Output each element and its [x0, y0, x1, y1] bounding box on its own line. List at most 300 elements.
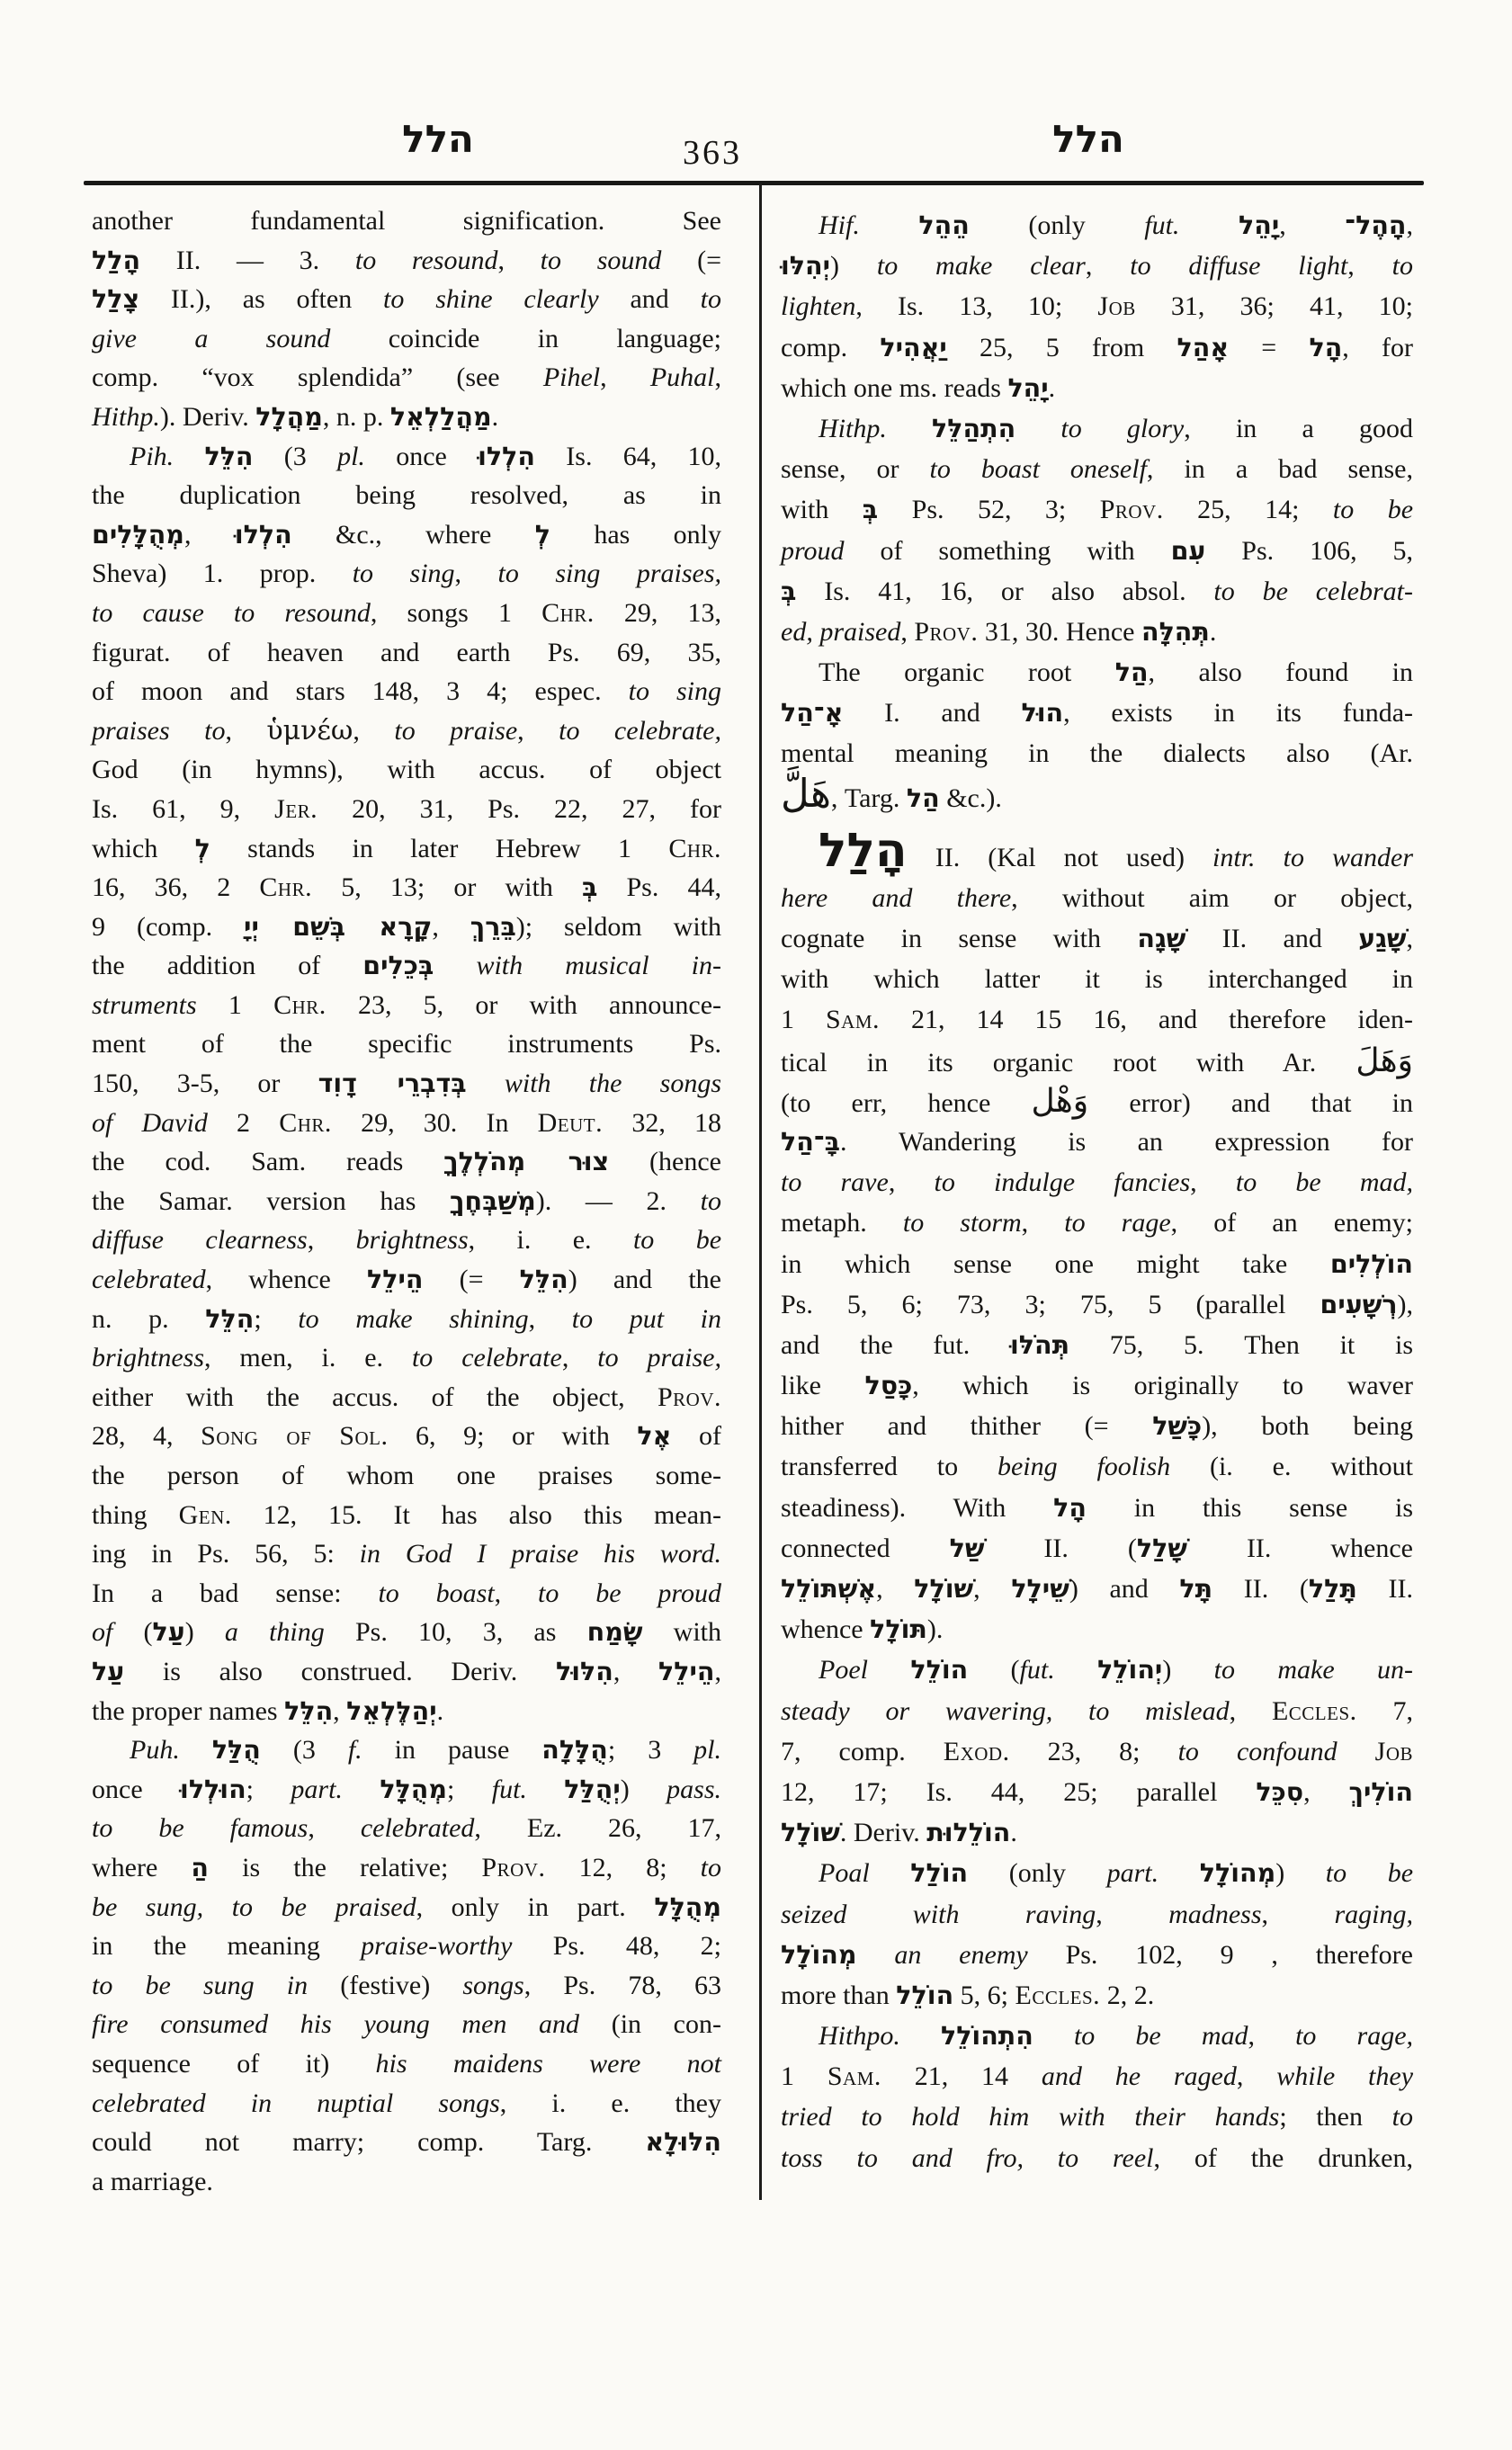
- italic-text: Puh.: [130, 1735, 180, 1766]
- text-run: figurat. of heaven and earth Ps. 69, 35,: [92, 637, 721, 667]
- italic-text: toss to and fro, to reel: [781, 2142, 1154, 2173]
- text-run: II. whence: [1186, 1533, 1413, 1563]
- text-run: 1: [781, 2061, 828, 2092]
- text-run: and the fut.: [781, 1329, 1010, 1360]
- text-line: [781, 1081, 1413, 1122]
- smallcaps-book-ref: Eccles.: [1271, 1695, 1357, 1726]
- italic-text: to sing praises,: [497, 559, 721, 589]
- italic-text: to indulge fancies: [934, 1167, 1191, 1198]
- hebrew-text: הִלֵּל: [205, 1303, 255, 1334]
- text-run: whence: [781, 1614, 871, 1645]
- text-run: ,: [1236, 2061, 1277, 2092]
- italic-text: in God I praise his word.: [359, 1539, 721, 1569]
- text-run: ,: [1406, 210, 1414, 240]
- text-run: once: [92, 1774, 181, 1804]
- text-run: &c.).: [939, 782, 1002, 813]
- hebrew-text: מַהֲלַלְאֵל: [389, 401, 492, 432]
- text-run: [1179, 210, 1239, 240]
- italic-text: to make shining: [298, 1303, 529, 1334]
- text-line: [92, 711, 721, 751]
- hebrew-text: הֵילֵל: [367, 1265, 424, 1295]
- text-run: [180, 1735, 212, 1765]
- italic-text: to rave: [781, 1167, 889, 1198]
- text-run: 16, 36, 2: [92, 872, 260, 903]
- italic-text: f.: [347, 1735, 362, 1766]
- text-line: [92, 2162, 721, 2202]
- text-line: [781, 1122, 1413, 1162]
- text-run: (hence: [609, 1147, 721, 1177]
- italic-text: praises to: [92, 715, 226, 746]
- italic-text: diffuse clearness: [92, 1225, 308, 1256]
- text-run: ,: [900, 616, 915, 647]
- text-run: ): [830, 251, 877, 282]
- text-line: [781, 571, 1413, 612]
- text-line: [92, 1338, 721, 1378]
- text-run: (in con-: [579, 2009, 721, 2040]
- italic-text: songs: [462, 1970, 524, 2000]
- text-run: . Wandering is an expression for: [840, 1126, 1413, 1157]
- italic-text: to celebrate: [411, 1343, 562, 1373]
- italic-text: to be sung in: [92, 1970, 309, 2000]
- smallcaps-book-ref: Job: [1097, 291, 1136, 322]
- text-line: [92, 1378, 721, 1417]
- text-run: (=: [423, 1265, 520, 1295]
- text-run: the person of whom one praises some-: [92, 1461, 721, 1490]
- text-run: ). Deriv.: [159, 401, 256, 432]
- text-line: [92, 908, 721, 947]
- hebrew-text: הֵהֵל: [918, 210, 970, 240]
- hebrew-headword: הָלַל: [819, 823, 908, 878]
- text-line: [92, 1770, 721, 1810]
- text-line: [781, 999, 1413, 1040]
- italic-text: Hithp.: [819, 413, 887, 443]
- text-run: ing in Ps. 56, 5:: [92, 1539, 360, 1569]
- text-run: ,: [308, 1813, 361, 1844]
- text-line: [781, 1041, 1413, 1081]
- hebrew-text: אֶל: [637, 1421, 672, 1452]
- text-line: [92, 1104, 721, 1143]
- smallcaps-book-ref: Chr.: [279, 1107, 332, 1138]
- text-line: [92, 1927, 721, 1966]
- text-run: II. (Kal not used): [907, 842, 1213, 872]
- text-line: [92, 672, 721, 711]
- text-run: [467, 1069, 505, 1098]
- arabic-text: وَهْل: [1031, 1082, 1089, 1120]
- italic-text: to praise: [394, 715, 518, 746]
- text-line: [781, 2016, 1413, 2056]
- text-run: Ps. 44,: [597, 872, 721, 903]
- smallcaps-book-ref: Song of Sol.: [201, 1421, 389, 1452]
- text-run: in the meaning: [92, 1931, 362, 1962]
- text-run: [860, 210, 919, 240]
- text-run: ). — 2.: [535, 1185, 701, 1216]
- text-line: [92, 398, 721, 437]
- text-line: [781, 2056, 1413, 2097]
- text-run: 28, 4,: [92, 1421, 201, 1452]
- italic-text: with the songs: [504, 1069, 721, 1099]
- text-line: [92, 946, 721, 986]
- text-run: ,: [1248, 2021, 1296, 2052]
- text-run: once: [364, 441, 479, 471]
- text-run: II.: [1356, 1574, 1414, 1604]
- text-run: 32, 18: [603, 1107, 722, 1138]
- text-run: Ps. 48, 2;: [512, 1931, 721, 1962]
- text-run: , n. p.: [322, 401, 390, 432]
- hebrew-text: עַל: [152, 1617, 185, 1648]
- text-line: [92, 1300, 721, 1339]
- italic-text: to be mad: [1073, 2021, 1248, 2052]
- text-run: , whence: [205, 1265, 367, 1295]
- text-line: [781, 1162, 1413, 1203]
- hebrew-text: תְּהֹלּוּ: [1009, 1329, 1070, 1360]
- italic-text: to be celebrat-: [1213, 576, 1413, 606]
- text-line: [92, 1182, 721, 1221]
- text-line: [781, 449, 1413, 489]
- text-line: [781, 918, 1413, 959]
- text-run: 29, 13,: [594, 597, 721, 628]
- text-line: [92, 476, 721, 515]
- text-line: [92, 829, 721, 869]
- text-run: , also found in: [1148, 657, 1413, 688]
- italic-text: to be famous: [92, 1813, 309, 1844]
- page-number: 363: [683, 134, 742, 172]
- text-line: [781, 1284, 1413, 1325]
- text-line: [92, 1613, 721, 1652]
- text-line: [92, 1534, 721, 1574]
- text-line: [781, 1935, 1413, 1975]
- hebrew-text: הִלֵּל: [519, 1265, 568, 1295]
- hebrew-text: יְהִלּוּ: [781, 251, 830, 282]
- italic-text: of David: [92, 1107, 208, 1138]
- text-run: either with the accus. of the object,: [92, 1381, 658, 1412]
- italic-text: a thing: [224, 1617, 325, 1648]
- italic-text: to: [700, 284, 721, 315]
- italic-text: Poel: [819, 1655, 868, 1685]
- italic-text: to resound: [354, 245, 498, 275]
- smallcaps-book-ref: Sam.: [825, 1005, 880, 1035]
- text-line: [781, 368, 1413, 408]
- hebrew-text: מְשַׁבְּחֶךָ: [450, 1185, 536, 1216]
- text-run: ,: [1190, 1167, 1236, 1198]
- left-column: [92, 201, 721, 2201]
- italic-text: of: [92, 1617, 113, 1648]
- smallcaps-book-ref: Chr.: [668, 833, 721, 863]
- hebrew-text: יְהוֹלֵל: [1097, 1655, 1163, 1685]
- text-run: steadiness). With: [781, 1492, 1054, 1523]
- text-line: [92, 1142, 721, 1182]
- text-run: another fundamental signification. See: [92, 206, 721, 236]
- italic-text: part.: [1106, 1858, 1159, 1889]
- text-run: , in a bad sense,: [1146, 454, 1413, 485]
- hebrew-text: מְהוֹלָל: [781, 1939, 857, 1970]
- text-run: is the relative;: [209, 1852, 482, 1882]
- text-line: [92, 986, 721, 1025]
- text-run: [1033, 2021, 1074, 2051]
- italic-text: give a sound: [92, 323, 331, 353]
- italic-text: raging,: [1334, 1899, 1413, 1929]
- text-run: , Ez. 26, 17,: [474, 1813, 722, 1844]
- italic-text: ed, praised: [781, 616, 901, 647]
- text-run: , men, i. e.: [204, 1343, 412, 1373]
- text-line: [92, 1456, 721, 1496]
- column-divider: [759, 183, 762, 2200]
- italic-text: celebrated: [92, 1265, 206, 1295]
- text-run: 23, 5, or with announce-: [326, 989, 721, 1020]
- smallcaps-book-ref: Eccles.: [1015, 1980, 1101, 2010]
- text-run: ,: [432, 911, 470, 942]
- text-run: 25, 5 from: [946, 332, 1177, 362]
- italic-text: here and there: [781, 882, 1012, 913]
- text-run: .: [436, 1695, 444, 1726]
- text-run: has only: [550, 519, 722, 550]
- hebrew-text: תָּלַל: [1308, 1574, 1357, 1604]
- hebrew-text: יְהַלֶּלְאֵל: [346, 1695, 437, 1726]
- hebrew-text: הַ: [191, 1852, 209, 1882]
- text-run: ,: [714, 362, 722, 393]
- text-run: , Is. 13, 10;: [855, 291, 1098, 322]
- italic-text: fut.: [491, 1774, 527, 1804]
- text-run: ),: [1397, 1289, 1413, 1319]
- text-line: [92, 1024, 721, 1064]
- italic-text: to boast: [378, 1578, 495, 1608]
- text-run: ,: [353, 715, 395, 746]
- text-run: 12, 15. It has also this mean-: [231, 1499, 721, 1530]
- smallcaps-book-ref: Chr.: [259, 872, 313, 903]
- text-run: sequence of it): [92, 2048, 376, 2079]
- italic-text: to sound: [540, 245, 662, 275]
- text-run: 25, 14;: [1163, 495, 1333, 525]
- italic-text: to praise,: [597, 1343, 721, 1373]
- text-run: [1015, 414, 1060, 443]
- text-run: coincide in language;: [330, 323, 721, 353]
- smallcaps-book-ref: Prov.: [481, 1852, 546, 1882]
- text-run: ,: [528, 1303, 572, 1334]
- text-run: ,: [561, 1343, 598, 1373]
- italic-text: fut.: [1019, 1655, 1055, 1685]
- text-run: (=: [661, 245, 722, 275]
- hebrew-text: כָּסַל: [864, 1371, 913, 1401]
- hebrew-text: אֶשְׁתּוֹלֵל: [781, 1574, 877, 1604]
- hebrew-text: כָּשַׁל: [1152, 1411, 1203, 1442]
- text-run: Is. 41, 16, or also absol.: [796, 576, 1214, 606]
- italic-text: to make un-: [1213, 1655, 1413, 1685]
- italic-text: to cause to resound: [92, 597, 371, 628]
- text-run: ; then: [1279, 2102, 1392, 2133]
- text-line: [781, 652, 1413, 693]
- text-line: [781, 205, 1413, 246]
- text-line: [781, 1488, 1413, 1528]
- hebrew-text: עַל: [92, 1656, 125, 1686]
- text-run: [174, 442, 204, 471]
- italic-text: pl.: [693, 1735, 722, 1766]
- hebrew-text: מְהֻלָּל: [654, 1891, 722, 1922]
- text-run: 21, 14: [881, 2061, 1042, 2092]
- text-run: tical in its organic root with Ar.: [781, 1047, 1356, 1077]
- text-run: .: [1010, 1818, 1017, 1848]
- text-run: ,: [1021, 1208, 1065, 1238]
- text-line: [92, 358, 721, 398]
- italic-text: celebrated in nuptial songs: [92, 2088, 500, 2118]
- text-run: with: [781, 495, 863, 525]
- text-line: [92, 1809, 721, 1848]
- text-run: of something with: [844, 535, 1171, 566]
- text-run: Ps. 102, 9 , therefore: [1027, 1939, 1413, 1970]
- text-run: , Targ.: [830, 782, 907, 813]
- italic-text: to: [1391, 251, 1414, 282]
- text-run: ) and: [1069, 1574, 1180, 1604]
- italic-text: to diffuse light: [1130, 251, 1348, 282]
- text-run: [527, 1775, 564, 1804]
- italic-text: to be: [632, 1225, 722, 1256]
- hebrew-text: הִלּוּל: [555, 1656, 613, 1686]
- italic-text: while they: [1276, 2061, 1414, 2092]
- text-run: of moon and stars 148, 3 4; espec.: [92, 676, 629, 707]
- text-run: 12, 17; Is. 44, 25; parallel: [781, 1776, 1257, 1807]
- italic-text: celebrated: [360, 1813, 475, 1844]
- hebrew-text: הֵילֵל: [658, 1656, 715, 1686]
- italic-text: Pihel: [542, 362, 601, 393]
- text-run: ,: [888, 1167, 935, 1198]
- text-run: ,: [1347, 251, 1392, 282]
- italic-text: to boast oneself: [929, 454, 1147, 485]
- text-run: transferred to: [781, 1452, 998, 1482]
- text-run: ,: [1096, 1899, 1169, 1929]
- text-run: could not marry; comp. Targ.: [92, 2127, 646, 2158]
- text-line: [92, 1848, 721, 1888]
- hebrew-text: הִלֵּל: [204, 441, 254, 471]
- text-run: more than: [781, 1980, 897, 2010]
- text-run: 7,: [1356, 1695, 1414, 1726]
- hebrew-text: יְהֻלַּל: [564, 1774, 621, 1804]
- text-run: , i. e. they: [499, 2088, 721, 2118]
- text-run: 20, 31, Ps. 22, 27, for: [318, 793, 721, 824]
- text-run: 21, 14 15 16, and therefore iden-: [880, 1005, 1413, 1035]
- italic-text: with musical in-: [476, 951, 721, 981]
- text-run: comp. “vox splendida” (see: [92, 362, 543, 393]
- hebrew-text: הַל: [906, 782, 940, 813]
- smallcaps-book-ref: Prov.: [914, 616, 979, 647]
- text-run: metaph.: [781, 1208, 903, 1238]
- hebrew-text: הִלֵּל: [284, 1695, 334, 1726]
- hebrew-text: הָלַל: [92, 245, 141, 275]
- text-line: [92, 280, 721, 319]
- text-line: [781, 771, 1413, 817]
- text-run: ,: [1406, 924, 1414, 953]
- text-run: Ps. 106, 5,: [1205, 535, 1413, 566]
- text-run: n. p.: [92, 1303, 206, 1334]
- text-run: ,: [1229, 1695, 1272, 1726]
- hebrew-text: הָל: [1309, 332, 1343, 362]
- text-run: , songs 1: [370, 597, 542, 628]
- hebrew-text: הוֹלִיךְ: [1348, 1776, 1414, 1807]
- italic-text: pl.: [337, 441, 365, 471]
- text-run: ,: [517, 715, 559, 746]
- italic-text: to be: [1332, 495, 1414, 525]
- text-run: &c., where: [291, 519, 535, 550]
- text-run: 75, 5. Then it is: [1069, 1329, 1413, 1360]
- text-run: [856, 1940, 894, 1970]
- arabic-text: وَهَلَ: [1355, 1042, 1413, 1079]
- italic-text: to be: [1325, 1858, 1414, 1889]
- text-line: [781, 408, 1413, 449]
- text-run: , which is originally to waver: [912, 1371, 1413, 1401]
- text-run: is also construed. Deriv.: [124, 1656, 556, 1686]
- text-run: God (in hymns), with accus. of object: [92, 755, 721, 785]
- italic-text: brightness: [355, 1225, 469, 1256]
- text-line: [781, 286, 1413, 326]
- text-run: II. (: [1212, 1574, 1309, 1604]
- text-run: the cod. Sam. reads: [92, 1147, 444, 1177]
- hebrew-text: סִכֵּל: [1256, 1776, 1304, 1807]
- hebrew-text: לְ: [534, 519, 550, 550]
- running-head-right-keyword: הלל: [1052, 117, 1124, 161]
- text-run: mental meaning in the dialects also (Ar.: [781, 738, 1413, 769]
- text-run: [870, 1858, 911, 1888]
- italic-text: be sung, to be praised: [92, 1891, 416, 1922]
- text-run: , of the drunken,: [1153, 2142, 1413, 2173]
- text-run: , of an enemy;: [1170, 1208, 1414, 1238]
- italic-text: struments: [92, 989, 197, 1020]
- text-run: (to err, hence: [781, 1087, 1032, 1118]
- text-line: [92, 1496, 721, 1535]
- italic-text: to make clear: [876, 251, 1086, 282]
- text-run: ,: [454, 559, 498, 589]
- smallcaps-book-ref: Jer.: [274, 793, 318, 824]
- text-run: ,: [1085, 251, 1131, 282]
- text-run: , Ps. 78, 63: [523, 1970, 721, 2000]
- hebrew-text: קָרָא בְּשֵׁם יְיָ: [244, 911, 433, 942]
- hebrew-text: מַהֲלָל: [255, 401, 323, 432]
- text-run: In a bad sense:: [92, 1578, 379, 1608]
- text-line: [781, 327, 1413, 368]
- italic-text: praise-worthy: [361, 1931, 513, 1962]
- text-line: [781, 1406, 1413, 1446]
- hebrew-text: אָ־הַל: [781, 698, 844, 729]
- hebrew-text: הוּל: [1021, 698, 1064, 729]
- text-line: [781, 1365, 1413, 1406]
- text-line: [781, 1691, 1413, 1731]
- italic-text: Puhal: [649, 362, 715, 393]
- text-run: ,: [973, 1574, 1012, 1604]
- text-line: [92, 241, 721, 281]
- italic-text: part.: [291, 1774, 343, 1804]
- text-run: Ps. 10, 3, as: [324, 1617, 587, 1648]
- text-run: (only: [968, 1858, 1107, 1889]
- text-run: with: [642, 1617, 721, 1648]
- text-line: [92, 868, 721, 908]
- hebrew-text: הִתְהוֹלֵל: [940, 2021, 1033, 2052]
- italic-text: madness: [1168, 1899, 1262, 1929]
- text-run: thing: [92, 1499, 179, 1530]
- hebrew-text: שָׂמַח: [586, 1617, 643, 1648]
- text-line: [92, 1652, 721, 1692]
- hebrew-text: רְשָׁעִים: [1320, 1289, 1398, 1319]
- text-run: ,: [613, 1656, 659, 1686]
- text-run: with which latter it is interchanged in: [781, 964, 1413, 995]
- text-line: [781, 1650, 1413, 1690]
- text-run: (3: [260, 1735, 348, 1766]
- text-run: [1055, 1655, 1097, 1685]
- text-run: [868, 1655, 910, 1685]
- hebrew-text: צָלַל: [92, 284, 140, 315]
- hebrew-text: תְּהִלָּה: [1141, 616, 1210, 647]
- text-run: .: [1209, 616, 1217, 647]
- text-run: , i. e.: [468, 1225, 633, 1256]
- text-run: stands in later Hebrew 1: [210, 833, 669, 863]
- hebrew-text: הוֹלַל: [910, 1858, 969, 1889]
- text-run: cognate in sense with: [781, 924, 1138, 953]
- text-run: the addition of: [92, 951, 363, 981]
